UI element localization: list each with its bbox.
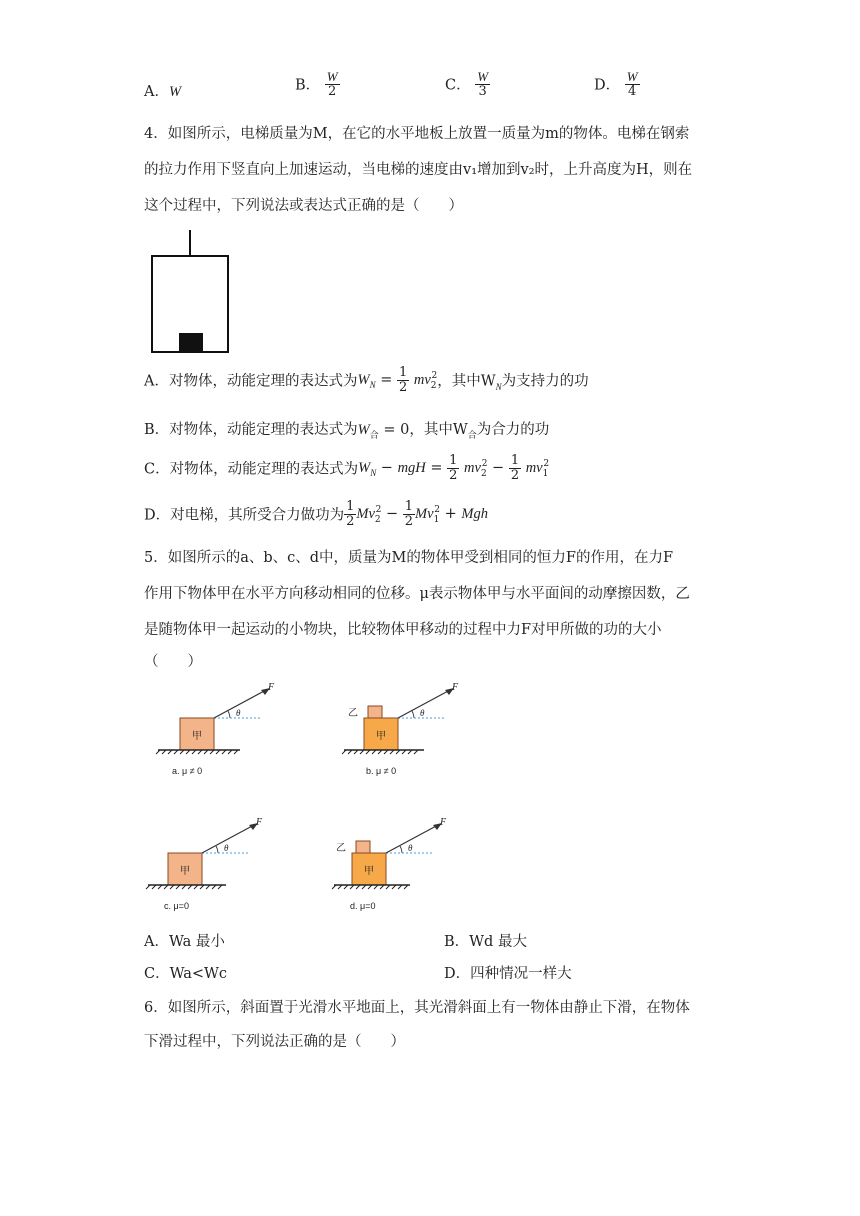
numerator: W [326, 69, 338, 84]
figure-c [144, 815, 284, 915]
denominator: 4 [628, 83, 637, 99]
small-label: 乙 [348, 708, 358, 719]
equation: $W_合 = 0$ [357, 422, 410, 441]
option-text: A．对物体，动能定理的表达式为 [144, 373, 358, 390]
q4-line3: 这个过程中，下列说法或表达式正确的是（ ） [144, 198, 463, 214]
force-label: F [452, 682, 459, 693]
option-text: 为合力的功 [476, 422, 550, 438]
q4-line2: 的拉力作用下竖直向上加速运动，当电梯的速度由v₁增加到v₂时，上升高度为H，则在 [144, 162, 693, 178]
q5-option-b: B．Wd 最大 [444, 934, 527, 950]
q5-line1: 5．如图所示的a、b、c、d中，质量为M的物体甲受到相同的恒力F的作用，在力F [144, 550, 674, 566]
angle-label: θ [224, 843, 229, 853]
block-label: 甲 [180, 866, 190, 877]
elevator-diagram [148, 228, 232, 356]
q5-option-c: C．Wa<Wc [144, 966, 228, 982]
denominator: 2 [328, 83, 337, 99]
q3-option-d [594, 70, 640, 98]
figure-a [144, 680, 284, 780]
angle-arc [216, 846, 218, 853]
fraction [475, 70, 490, 98]
subscript: 合 [467, 430, 477, 441]
equation: $\frac{1}{2}$ $Mv_2^2$ − $\frac{1}{2}$ $Mv_1^2$ + Mgh [346, 499, 488, 529]
q4-option-d [144, 500, 488, 528]
angle-label: θ [408, 843, 413, 853]
option-text: ，其中W [409, 422, 468, 438]
q4-option-a: A．对物体，动能定理的表达式为$W_N$ = $\frac{1}{2}$ $mv_2^2$，其中$W_N$为支持力的功 [144, 365, 589, 395]
figure-caption: b. μ ≠ 0 [366, 766, 397, 776]
equation: $W_N$ − mgH = $\frac{1}{2}$ $mv_2^2$ − $\frac{1}{2}$ $mv_1^2$ [358, 453, 550, 483]
option-label: C． [445, 77, 471, 94]
angle-arc [412, 711, 414, 718]
q4-line1: 4．如图所示，电梯质量为M，在它的水平地板上放置一质量为m的物体。电梯在钢索 [144, 126, 690, 142]
figure-b [330, 680, 480, 780]
option-value: W [168, 84, 182, 100]
block-label: 甲 [192, 731, 202, 742]
equation: $W_N$ = $\frac{1}{2}$ $mv_2^2$ [357, 365, 438, 395]
block-yi [368, 706, 382, 718]
option-label: B． [295, 77, 321, 94]
q6-line2: 下滑过程中，下列说法正确的是（ ） [144, 1034, 405, 1050]
fraction [325, 70, 340, 98]
option-text: ，其中W [437, 373, 496, 390]
option-label: A． [144, 84, 169, 100]
force-label: F [268, 682, 275, 693]
option-text: D．对电梯，其所受合力做功为 [144, 507, 345, 524]
figure-caption: a. μ ≠ 0 [172, 766, 203, 776]
q3-option-a [144, 80, 181, 101]
q5-line2: 作用下物体甲在水平方向移动相同的位移。μ表示物体甲与水平面间的动摩擦因数，乙 [144, 586, 690, 602]
angle-arc [400, 846, 402, 853]
angle-label: θ [420, 708, 425, 718]
q4-option-b [144, 418, 549, 441]
q4-option-c [144, 454, 549, 482]
force-label: F [440, 817, 447, 828]
q3-option-b [295, 70, 340, 98]
numerator: W [477, 69, 489, 84]
q3-option-c [445, 70, 490, 98]
q5-line4: （ ） [144, 654, 202, 670]
numerator: W [626, 69, 638, 84]
block-label: 甲 [364, 866, 374, 877]
option-label: D． [594, 77, 621, 94]
option-text: C．对物体，动能定理的表达式为 [144, 461, 359, 478]
q5-option-a: A．Wa 最小 [144, 934, 225, 950]
block-label: 甲 [376, 731, 386, 742]
option-text: 为支持力的功 [501, 373, 589, 390]
q6-line1: 6．如图所示，斜面置于光滑水平地面上，其光滑斜面上有一物体由静止下滑，在物体 [144, 1000, 690, 1016]
figure-caption: c. μ=0 [164, 901, 189, 911]
fraction [625, 70, 640, 98]
angle-label: θ [236, 708, 241, 718]
block-yi [356, 841, 370, 853]
figure-caption: d. μ=0 [350, 901, 376, 911]
q5-option-d: D．四种情况一样大 [444, 966, 572, 982]
option-text: B．对物体，动能定理的表达式为 [144, 422, 358, 438]
angle-arc [228, 711, 230, 718]
force-label: F [256, 817, 263, 828]
denominator: 3 [478, 83, 487, 99]
q5-line3: 是随物体甲一起运动的小物块，比较物体甲移动的过程中力F对甲所做的功的大小 [144, 622, 662, 638]
small-label: 乙 [336, 843, 346, 854]
figure-d [330, 815, 480, 915]
